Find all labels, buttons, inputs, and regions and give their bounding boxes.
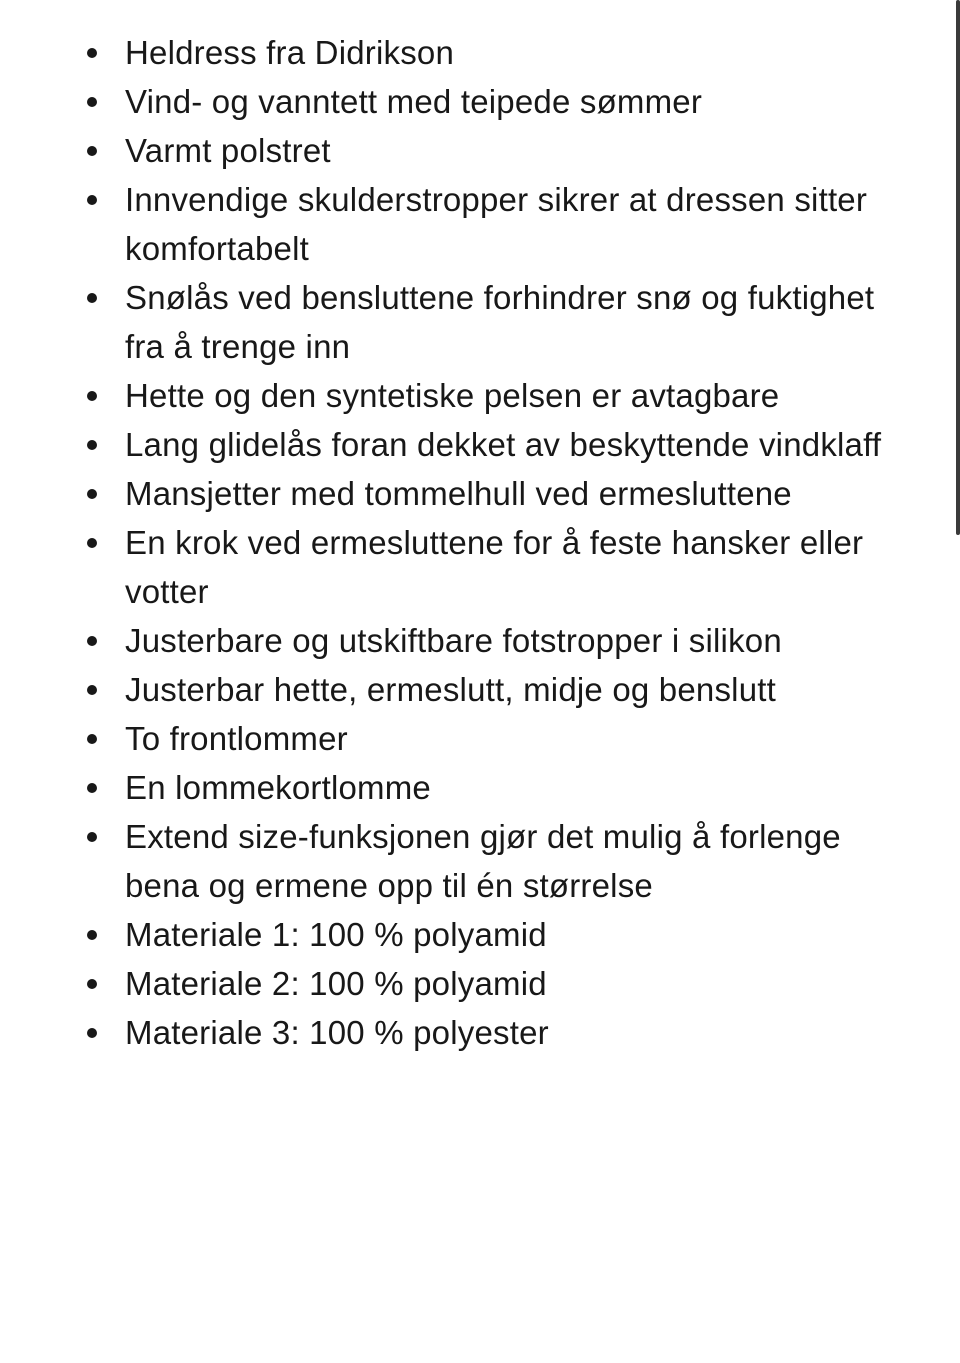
list-item bbox=[125, 665, 908, 714]
list-item bbox=[125, 371, 908, 420]
bullet-icon bbox=[87, 734, 97, 744]
bullet-icon bbox=[87, 636, 97, 646]
bullet-icon bbox=[87, 930, 97, 940]
list-item bbox=[125, 812, 908, 910]
bullet-icon bbox=[87, 783, 97, 793]
bullet-icon bbox=[87, 146, 97, 156]
bullet-icon bbox=[87, 979, 97, 989]
list-item-text: Innvendige skulderstropper sikrer at dressen sitter komfortabelt bbox=[125, 181, 868, 267]
list-item bbox=[125, 77, 908, 126]
list-item bbox=[125, 714, 908, 763]
list-item-text: Hette og den syntetiske pelsen er avtagbare bbox=[125, 377, 780, 414]
list-item-text: Varmt polstret bbox=[125, 132, 331, 169]
list-item bbox=[125, 469, 908, 518]
bullet-icon bbox=[87, 538, 97, 548]
list-item bbox=[125, 175, 908, 273]
bullet-icon bbox=[87, 48, 97, 58]
list-item-text: Materiale 2: 100 % polyamid bbox=[125, 965, 547, 1002]
list-item bbox=[125, 420, 908, 469]
list-item-text: Vind- og vanntett med teipede sømmer bbox=[125, 83, 703, 120]
list-item-text: Snølås ved bensluttene forhindrer snø og fuktighet fra å trenge inn bbox=[125, 279, 875, 365]
list-item-text: Heldress fra Didrikson bbox=[125, 34, 455, 71]
bullet-icon bbox=[87, 195, 97, 205]
list-item bbox=[125, 910, 908, 959]
list-item bbox=[125, 959, 908, 1008]
list-item-text: En lommekortlomme bbox=[125, 769, 431, 806]
bullet-icon bbox=[87, 391, 97, 401]
list-item-text: Justerbare og utskiftbare fotstropper i silikon bbox=[125, 622, 782, 659]
list-item bbox=[125, 28, 908, 77]
list-item-text: Lang glidelås foran dekket av beskyttende vindklaff bbox=[125, 426, 882, 463]
bullet-icon bbox=[87, 685, 97, 695]
bullet-icon bbox=[87, 832, 97, 842]
list-item-text: En krok ved ermesluttene for å feste hansker eller votter bbox=[125, 524, 864, 610]
list-item bbox=[125, 616, 908, 665]
bullet-icon bbox=[87, 1028, 97, 1038]
list-item-text: Extend size-funksjonen gjør det mulig å forlenge bena og ermene opp til én størrelse bbox=[125, 818, 841, 904]
list-item-text: Materiale 1: 100 % polyamid bbox=[125, 916, 547, 953]
list-item bbox=[125, 273, 908, 371]
bullet-icon bbox=[87, 489, 97, 499]
list-item bbox=[125, 126, 908, 175]
list-item bbox=[125, 1008, 908, 1057]
list-item-text: Materiale 3: 100 % polyester bbox=[125, 1014, 549, 1051]
scrollbar-thumb[interactable] bbox=[956, 0, 960, 535]
list-item bbox=[125, 518, 908, 616]
bullet-icon bbox=[87, 97, 97, 107]
bullet-icon bbox=[87, 440, 97, 450]
list-item-text: Mansjetter med tommelhull ved ermesluttene bbox=[125, 475, 792, 512]
list-item-text: To frontlommer bbox=[125, 720, 348, 757]
list-item-text: Justerbar hette, ermeslutt, midje og benslutt bbox=[125, 671, 776, 708]
bullet-icon bbox=[87, 293, 97, 303]
list-item bbox=[125, 763, 908, 812]
